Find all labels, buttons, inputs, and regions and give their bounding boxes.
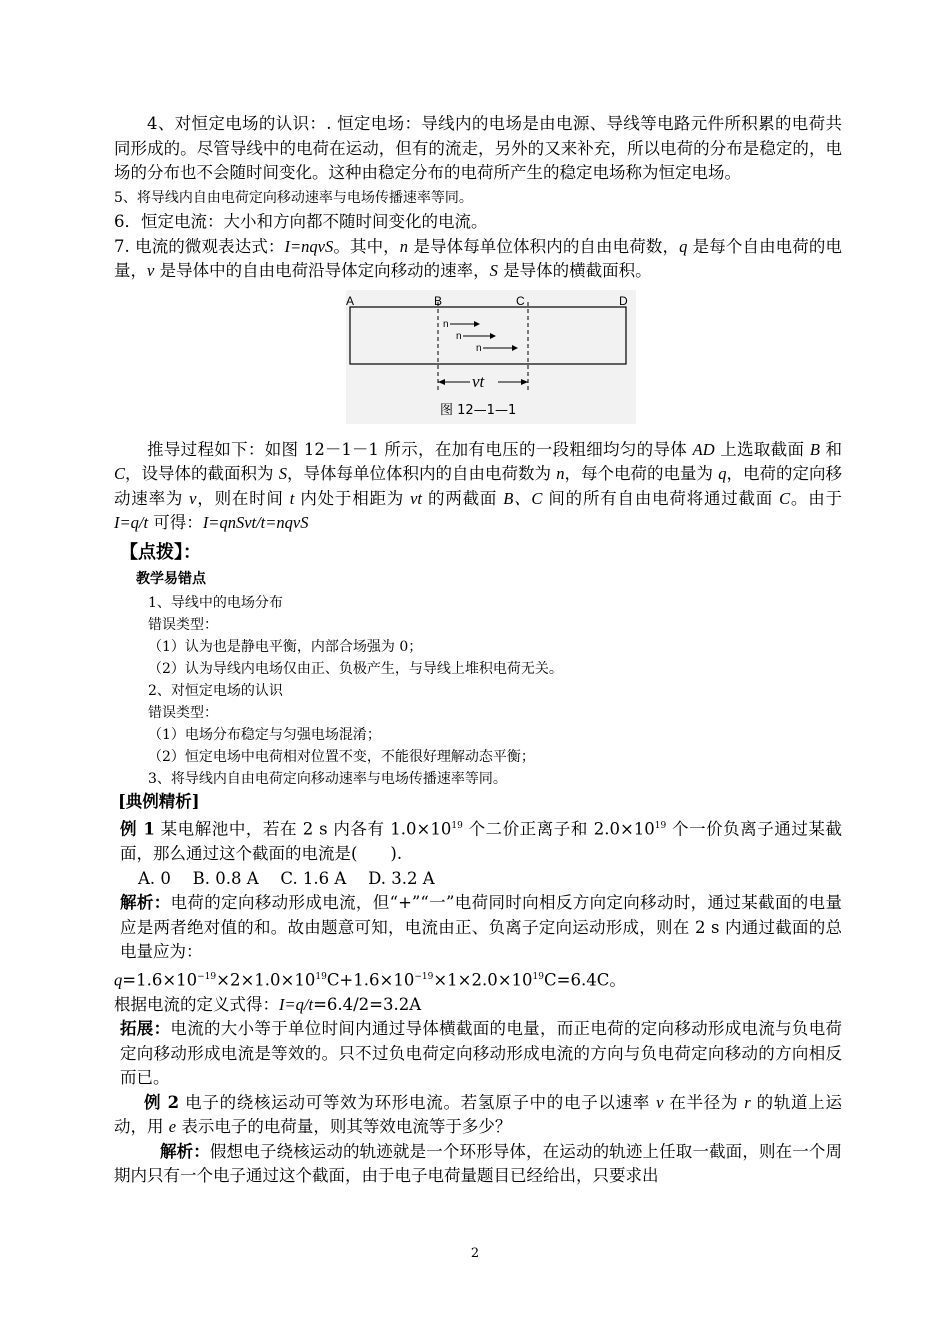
charge-label-2: n (456, 330, 462, 342)
dianli-heading: [典例精析] (118, 791, 200, 811)
example-2-solution: 解析：假想电子绕核运动的轨迹就是一个环形导体，在运动的轨迹上任取一截面，则在一个周期内只有一个电子通过这个截面，由于电子电荷量题目已经给出，只要求出 (114, 1141, 843, 1185)
vt-arrow-right (521, 379, 528, 385)
list-item: （1）认为也是静电平衡，内部合场强为 0； (148, 638, 423, 655)
example-1-label: 例 1 (120, 819, 155, 839)
label-d: D (619, 293, 628, 308)
list-item: 2、对恒定电场的认识 (148, 682, 283, 699)
arrow-1-head (474, 321, 480, 327)
list-item: （2）认为导线内电场仅由正、负极产生，与导线上堆积电荷无关。 (148, 660, 563, 677)
paragraph-6: 6．恒定电流：大小和方向都不随时间变化的电流。 (114, 212, 488, 231)
charge-label-1: n (443, 318, 449, 330)
vt-arrow-left (438, 379, 445, 385)
arrow-3-head (512, 345, 518, 351)
dianbo-heading: 【点拨】： (120, 541, 201, 563)
label-c: C (516, 293, 525, 308)
example-1-options: A. 0 B. 0.8 A C. 1.6 A D. 3.2 A (138, 868, 435, 888)
list-item: （2）恒定电场中电荷相对位置不变，不能很好理解动态平衡； (148, 748, 535, 765)
derivation-paragraph: 推导过程如下：如图 12－1－1 所示，在加有电压的一段粗细均匀的导体 AD 上选取截面 B 和 C，设导体的截面积为 S，导体每单位体积内的自由电荷数为 n，每个电荷的电量为 q，电荷的定向移动速率为 v，则在时间 t 内处于相距为 vt 的两截面 B、C 间的所有自由电荷将通过截面 C。由于 I=q/t 可得：I=qnSvt/t=nqvS (114, 439, 843, 532)
conductor-diagram (346, 290, 636, 424)
list-item: 3、将导线内自由电荷定向移动速率与电场传播速率等同。 (148, 770, 507, 787)
example-1-solution: 解析：电荷的定向移动形成电流，但“+”“一”电荷同时向相反方向定向移动时，通过某截面的电量应是两者绝对值的和。故由题意可知，电流由正、负离子定向运动形成，则在 2 s 内通过截面的总电量应为： (120, 893, 842, 961)
jiaoxue-subheading: 教学易错点 (136, 570, 206, 587)
example-2: 例 2 电子的绕核运动可等效为环形电流。若氢原子中的电子以速率 v 在半径为 r 的轨道上运动，用 e 表示电子的电荷量，则其等效电流等于多少？ (114, 1092, 842, 1136)
list-item: 错误类型： (148, 704, 218, 721)
example-1-definition: 根据电流的定义式得：I=q/t=6.4/2=3.2A (114, 994, 422, 1014)
extension-paragraph: 拓展：电流的大小等于单位时间内通过导体横截面的电量，而正电荷的定向移动形成电流与负电荷定向移动形成电流是等效的。只不过负电荷定向移动形成电流的方向与负电荷定向移动的方向相反而已。 (120, 1019, 843, 1087)
charge-label-3: n (476, 342, 482, 354)
list-item: （1）电场分布稳定与匀强电场混淆； (148, 726, 381, 743)
formula-current: I=nqvS (284, 236, 334, 256)
example-1-calculation: $q=1.6\times 10^{-19}\times 2\times 1.0\times 10^{19}C+1.6\times 10^{-19}\times 1\times 2.0\times 10^{19}C=6.4C$。 (114, 970, 626, 989)
label-a: A (346, 293, 355, 308)
paragraph-7: 7. 电流的微观表达式：I=nqvS。其中，n 是导体每单位体积内的自由电荷数，q 是每个自由电荷的电量，v 是导体中的自由电荷沿导体定向移动的速率，S 是导体的横截面积。 (114, 236, 843, 280)
document-page (114, 112, 842, 1189)
conductor-figure (346, 290, 636, 424)
list-item: 1、导线中的电场分布 (148, 594, 283, 611)
list-item: 错误类型： (148, 616, 218, 633)
paragraph-5: 5、将导线内自由电荷定向移动速率与电场传播速率等同。 (114, 189, 473, 206)
example-1: 例 1 某电解池中，若在 2 s 内各有 $1.0\times 10^{19}$ 个二价正离子和 $2.0\times 10^{19}$ 个一价负离子通过某截面，那么通过这个截面的电流是( ). (120, 819, 842, 863)
arrow-2-head (490, 333, 496, 339)
paragraph-4: 4、对恒定电场的认识：. 恒定电场：导线内的电场是由电源、导线等电路元件所积累的电荷共同形成的。尽管导线中的电荷在运动，但有的流走，另外的又来补充，所以电荷的分布是稳定的，电场的分布也不会随时间变化。这种由稳定分布的电荷所产生的稳定电场称为恒定电场。 (114, 114, 842, 182)
figure-caption: 图 12—1—1 (440, 402, 517, 418)
label-b: B (434, 293, 443, 308)
page-number: 2 (470, 1246, 480, 1261)
example-2-label: 例 2 (144, 1092, 180, 1112)
vt-label: vt (472, 371, 485, 391)
